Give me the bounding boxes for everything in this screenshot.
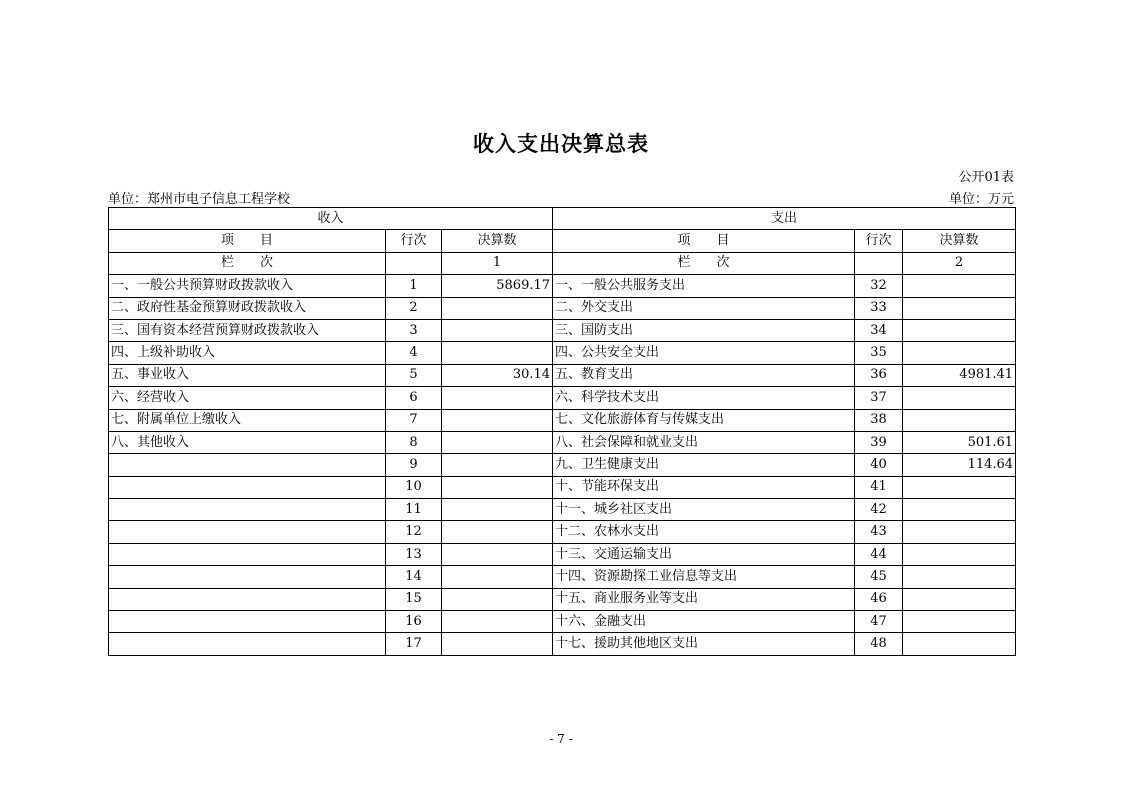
income-amount <box>442 633 553 655</box>
income-section-header: 收入 <box>109 208 553 230</box>
income-item: 八、其他收入 <box>109 431 386 453</box>
expense-amount <box>903 566 1016 588</box>
expense-item: 一、一般公共服务支出 <box>553 275 855 297</box>
income-item: 六、经营收入 <box>109 387 386 409</box>
expense-amount: 501.61 <box>903 431 1016 453</box>
income-amount <box>442 566 553 588</box>
expense-row-no: 35 <box>855 342 903 364</box>
table-row <box>109 364 1016 386</box>
expense-row-no: 38 <box>855 409 903 431</box>
expense-item: 八、社会保障和就业支出 <box>553 431 855 453</box>
expense-amount: 4981.41 <box>903 364 1016 386</box>
table-row <box>109 342 1016 364</box>
expense-item: 十、节能环保支出 <box>553 476 855 498</box>
income-amount <box>442 543 553 565</box>
income-amount <box>442 521 553 543</box>
table-row <box>109 409 1016 431</box>
expense-item: 七、文化旅游体育与传媒支出 <box>553 409 855 431</box>
income-row-no: 16 <box>386 611 442 633</box>
expense-amount-header: 决算数 <box>903 230 1016 252</box>
income-row-no: 10 <box>386 476 442 498</box>
expense-row-no: 32 <box>855 275 903 297</box>
expense-item: 十四、资源勘探工业信息等支出 <box>553 566 855 588</box>
expense-row-no: 39 <box>855 431 903 453</box>
income-row-no: 3 <box>386 319 442 341</box>
income-item <box>109 611 386 633</box>
expense-amount <box>903 543 1016 565</box>
income-row-no: 5 <box>386 364 442 386</box>
expense-row-no: 45 <box>855 566 903 588</box>
income-amount <box>442 454 553 476</box>
expense-amount <box>903 633 1016 655</box>
table-row <box>109 319 1016 341</box>
expense-item: 九、卫生健康支出 <box>553 454 855 476</box>
income-row-no: 7 <box>386 409 442 431</box>
expense-col-index: 2 <box>903 252 1016 274</box>
table-row <box>109 387 1016 409</box>
expense-item: 十七、援助其他地区支出 <box>553 633 855 655</box>
expense-amount <box>903 297 1016 319</box>
income-item <box>109 476 386 498</box>
income-item: 四、上级补助收入 <box>109 342 386 364</box>
expense-amount <box>903 611 1016 633</box>
header-row-column-index <box>109 252 1016 274</box>
income-amount <box>442 319 553 341</box>
income-amount <box>442 409 553 431</box>
income-item: 三、国有资本经营预算财政拨款收入 <box>109 319 386 341</box>
income-col-blank <box>386 252 442 274</box>
header-row-columns <box>109 230 1016 252</box>
expense-amount <box>903 499 1016 521</box>
table-row <box>109 633 1016 655</box>
income-amount <box>442 431 553 453</box>
income-amount <box>442 297 553 319</box>
header-row-sections <box>109 208 1016 230</box>
income-item <box>109 633 386 655</box>
expense-row-no: 47 <box>855 611 903 633</box>
expense-col-label: 栏 次 <box>553 252 855 274</box>
table-row <box>109 588 1016 610</box>
income-amount-header: 决算数 <box>442 230 553 252</box>
unit-currency: 单位：万元 <box>948 192 1014 207</box>
expense-amount <box>903 342 1016 364</box>
table-row <box>109 454 1016 476</box>
expense-row-no: 36 <box>855 364 903 386</box>
unit-organization: 单位：郑州市电子信息工程学校 <box>108 192 291 207</box>
table-row <box>109 297 1016 319</box>
expense-amount: 114.64 <box>903 454 1016 476</box>
income-row-no-header: 行次 <box>386 230 442 252</box>
expense-item: 十五、商业服务业等支出 <box>553 588 855 610</box>
income-row-no: 2 <box>386 297 442 319</box>
income-row-no: 1 <box>386 275 442 297</box>
income-item: 二、政府性基金预算财政拨款收入 <box>109 297 386 319</box>
expense-item: 五、教育支出 <box>553 364 855 386</box>
expense-amount <box>903 521 1016 543</box>
expense-row-no: 41 <box>855 476 903 498</box>
table-row <box>109 499 1016 521</box>
expense-row-no: 46 <box>855 588 903 610</box>
income-row-no: 8 <box>386 431 442 453</box>
summary-table <box>108 207 1016 656</box>
expense-row-no: 48 <box>855 633 903 655</box>
page-title: 收入支出决算总表 <box>473 131 649 156</box>
income-row-no: 14 <box>386 566 442 588</box>
expense-amount <box>903 319 1016 341</box>
income-row-no: 11 <box>386 499 442 521</box>
income-row-no: 15 <box>386 588 442 610</box>
table-row <box>109 611 1016 633</box>
expense-item: 十二、农林水支出 <box>553 521 855 543</box>
income-item <box>109 454 386 476</box>
expense-item: 四、公共安全支出 <box>553 342 855 364</box>
income-row-no: 17 <box>386 633 442 655</box>
expense-row-no: 43 <box>855 521 903 543</box>
expense-row-no: 44 <box>855 543 903 565</box>
income-item: 五、事业收入 <box>109 364 386 386</box>
income-amount <box>442 342 553 364</box>
table-row <box>109 476 1016 498</box>
income-item: 一、一般公共预算财政拨款收入 <box>109 275 386 297</box>
income-row-no: 6 <box>386 387 442 409</box>
income-row-no: 4 <box>386 342 442 364</box>
income-row-no: 9 <box>386 454 442 476</box>
income-item <box>109 588 386 610</box>
income-amount <box>442 499 553 521</box>
expense-item: 三、国防支出 <box>553 319 855 341</box>
table-row <box>109 275 1016 297</box>
table-row <box>109 543 1016 565</box>
expense-col-blank <box>855 252 903 274</box>
income-amount <box>442 588 553 610</box>
expense-amount <box>903 588 1016 610</box>
expense-amount <box>903 275 1016 297</box>
expense-amount <box>903 409 1016 431</box>
income-col-label: 栏 次 <box>109 252 386 274</box>
expense-amount <box>903 387 1016 409</box>
table-row <box>109 521 1016 543</box>
expense-item: 十一、城乡社区支出 <box>553 499 855 521</box>
table-row <box>109 566 1016 588</box>
expense-row-no: 34 <box>855 319 903 341</box>
income-item: 七、附属单位上缴收入 <box>109 409 386 431</box>
expense-item: 二、外交支出 <box>553 297 855 319</box>
expense-item: 六、科学技术支出 <box>553 387 855 409</box>
income-amount: 30.14 <box>442 364 553 386</box>
expense-item: 十三、交通运输支出 <box>553 543 855 565</box>
expense-row-no: 40 <box>855 454 903 476</box>
income-item <box>109 543 386 565</box>
expense-row-no-header: 行次 <box>855 230 903 252</box>
table-row <box>109 431 1016 453</box>
expense-row-no: 42 <box>855 499 903 521</box>
expense-row-no: 37 <box>855 387 903 409</box>
income-row-no: 12 <box>386 521 442 543</box>
expense-item: 十六、金融支出 <box>553 611 855 633</box>
income-amount <box>442 387 553 409</box>
expense-amount <box>903 476 1016 498</box>
income-amount <box>442 611 553 633</box>
expense-row-no: 33 <box>855 297 903 319</box>
income-item <box>109 521 386 543</box>
income-amount <box>442 476 553 498</box>
income-amount: 5869.17 <box>442 275 553 297</box>
form-id: 公开01表 <box>958 170 1014 185</box>
page-number: - 7 - <box>549 732 573 746</box>
income-item <box>109 499 386 521</box>
income-col-index: 1 <box>442 252 553 274</box>
income-item <box>109 566 386 588</box>
income-item-header: 项 目 <box>109 230 386 252</box>
income-row-no: 13 <box>386 543 442 565</box>
expense-section-header: 支出 <box>553 208 1016 230</box>
expense-item-header: 项 目 <box>553 230 855 252</box>
